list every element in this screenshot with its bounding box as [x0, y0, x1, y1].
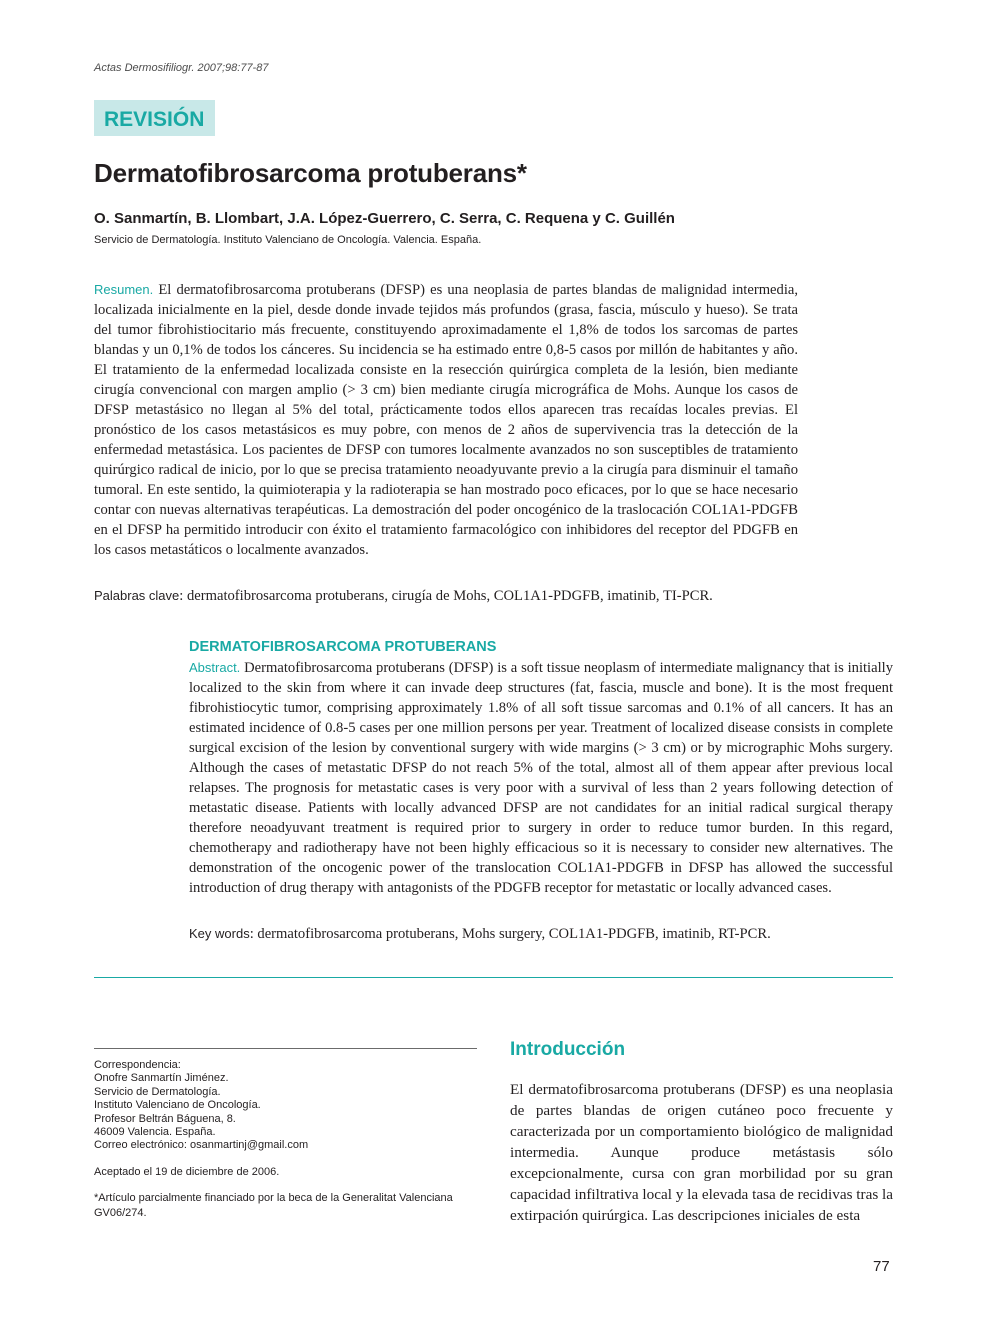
funding-footnote: *Artículo parcialmente financiado por la beca de la Generalitat Valenciana GV06/274. [94, 1192, 453, 1219]
page-number: 77 [873, 1258, 890, 1275]
palabras-clave-text: : dermatofibrosarcoma protuberans, cirugía de Mohs, COL1A1-PDGFB, imatinib, TI-PCR. [179, 588, 713, 604]
introduction-text: El dermatofibrosarcoma protuberans (DFSP) es una neoplasia de partes blandas de origen cutáneo poco frecuente y caracterizada por un comportamiento biológico de malignidad intermedia. Aunque produce metástasis sólo excepcionalmente, cursa con gran morbilidad por su gran capacidad infiltrativa local y la elevada tasa de recidivas tras la extirpación quirúrgica. Las descripciones iniciales de esta [510, 1081, 893, 1224]
accepted-date: Aceptado el 19 de diciembre de 2006. [94, 1166, 280, 1178]
resumen-block [94, 280, 798, 560]
correspondence-street: Profesor Beltrán Báguena, 8. [94, 1112, 236, 1125]
correspondence-institution: Instituto Valenciano de Oncología. [94, 1099, 261, 1112]
article-title: Dermatofibrosarcoma protuberans* [94, 158, 527, 188]
correspondence-email: Correo electrónico: osanmartinj@gmail.com [94, 1139, 309, 1152]
key-words-text: : dermatofibrosarcoma protuberans, Mohs surgery, COL1A1-PDGFB, imatinib, RT-PCR. [249, 926, 771, 942]
correspondence-name: Onofre Sanmartín Jiménez. [94, 1072, 229, 1085]
section-divider [94, 977, 893, 978]
journal-reference: Actas Dermosifiliogr. 2007;98:77-87 [94, 62, 269, 74]
correspondence-department: Servicio de Dermatología. [94, 1085, 221, 1098]
abstract-text: Dermatofibrosarcoma protuberans (DFSP) is a soft tissue neoplasm of intermediate malignancy that is initially localized to the skin from where it can invade deep structures (fat, fascia, muscle and bone). It is the most frequent fibrohistiocytic tumor, comprising approximately 1.8% of all soft tissue sarcomas and 0.1% of all cancers. It has an estimated incidence of 0.8-5 cases per one million persons per year. Treatment of localized disease consists in complete surgical excision of the lesion by conventional surgery with wide margins (> 3 cm) or by micrographic Mohs surgery. Although the cases of metastatic DFSP do not reach 5% of the total, almost all of them appear after previous local relapses. The prognosis for metastatic cases is very poor with a survival of less than 2 years following detection of metastatic disease. Patients with locally advanced DFSP are not candidates for an initial radical surgical therapy therefore neoadyuvant treatment is required prior to surgery in order to reduce tumor burden. In this regard, chemotherapy and radiotherapy have not been highly efficacious so it is necessary to consider new alternatives. The demonstration of the oncogenic power of the translocation COL1A1-PDGFB in DFSP has allowed the successful introduction of drug therapy with antagonists of the PDGFB receptor for metastatic or locally advanced cases. [189, 660, 893, 896]
correspondence-heading: Correspondencia: [94, 1059, 181, 1071]
abstract-title: DERMATOFIBROSARCOMA PROTUBERANS [189, 639, 497, 655]
palabras-clave [94, 588, 713, 605]
key-words-label: Key words [189, 926, 250, 941]
introduction-heading: Introducción [510, 1039, 626, 1060]
affiliation: Servicio de Dermatología. Instituto Valenciano de Oncología. Valencia. España. [94, 234, 482, 246]
correspondence-city: 46009 Valencia. España. [94, 1126, 216, 1139]
author-list: O. Sanmartín, B. Llombart, J.A. López-Guerrero, C. Serra, C. Requena y C. Guillén [94, 210, 675, 227]
section-badge: REVISIÓN [94, 100, 215, 136]
correspondence-block [94, 1059, 484, 1153]
palabras-clave-label: Palabras clave [94, 588, 180, 603]
resumen-lead: Resumen. [94, 282, 154, 297]
abstract-block [189, 658, 893, 898]
resumen-text: El dermatofibrosarcoma protuberans (DFSP) es una neoplasia de partes blandas de malignidad intermedia, localizada inicialmente en la piel, desde donde invade tejidos más profundos (grasa, fascia, músculo y hueso). Se trata del tumor fibrohistiocitario más frecuente, constituyendo aproximadamente el 1,8% de todos los sarcomas de partes blandas y un 0,1% de todos los cánceres. Su incidencia se ha estimado entre 0,8-5 casos por millón de habitantes y año. El tratamiento de la enfermedad localizada consiste en la resección quirúrgica completa de la lesión, bien mediante cirugía convencional con margen amplio (> 3 cm) bien mediante cirugía micrográfica de Mohs. Aunque los casos de DFSP metastásico no llegan al 5% del total, prácticamente todos ellos aparecen tras recaídas locales previas. El pronóstico de los casos metastásicos es muy pobre, con menos de 2 años de supervivencia tras la detección de la enfermedad metastásica. Los pacientes de DFSP con tumores localmente avanzados no son susceptibles de tratamiento quirúrgico radical de inicio, por lo que se precisa tratamiento neoadyuvante previo a la cirugía para disminuir el tamaño tumoral. En este sentido, la quimioterapia y la radioterapia se han mostrado poco eficaces, por lo que se hace necesario contar con nuevas alternativas terapéuticas. La demostración del poder oncogénico de la traslocación COL1A1-PDGFB en el DFSP ha permitido introducir con éxito el tratamiento farmacológico con inhibidores del receptor del PDGFB en los casos metastáticos o localmente avanzados. [94, 282, 799, 558]
abstract-lead: Abstract. [189, 660, 241, 675]
key-words [189, 926, 771, 943]
footnote-divider [94, 1048, 477, 1049]
